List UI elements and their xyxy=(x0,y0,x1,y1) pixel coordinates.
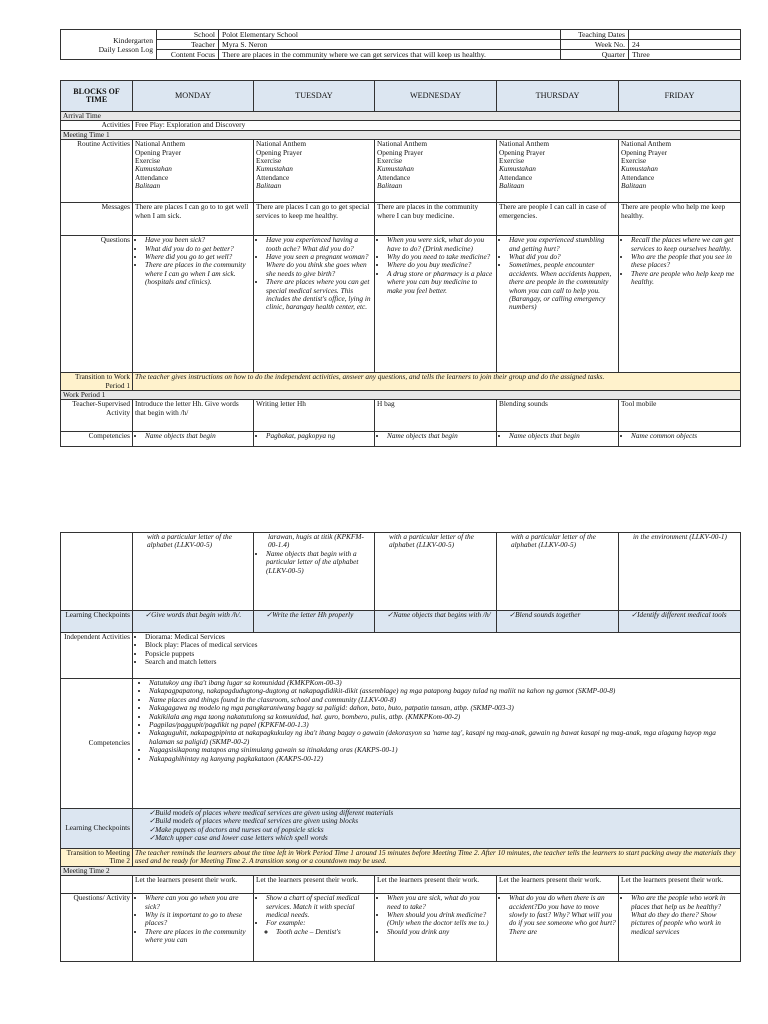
present-work-row xyxy=(61,876,741,894)
competency-item: • Nagagsisikapong matapos ang sinimulang gawain sa itinakdang oras (KAKPS-00-1) xyxy=(149,746,738,754)
routine-item: Kumustahan xyxy=(499,164,536,174)
question-item: • There are places in the community where I can go when I am sick. (hospitals and clinics). xyxy=(145,261,251,286)
competency-item: • Name objects that begin xyxy=(509,432,616,440)
question-item: • Why do you need to take medicine? xyxy=(387,253,494,261)
routine-item: Exercise xyxy=(377,156,403,166)
competency-item: • Nakapaghihintay ng kanyang pagkakataon (KAKPS-00-12) xyxy=(149,755,738,763)
competency-item: • Name common objects xyxy=(631,432,738,440)
question-item: • Have you been sick? xyxy=(145,236,251,244)
day-tuesday: TUESDAY xyxy=(254,81,375,112)
routine-item: National Anthem xyxy=(621,139,672,149)
learning-checkpoints-row xyxy=(61,611,741,633)
competency-cont-tue-a: larawan, hugis at titik (KPKFM-00-1.4) xyxy=(268,532,364,550)
teaching-dates-value xyxy=(629,30,741,40)
day-header-row xyxy=(61,81,741,112)
day-wednesday: WEDNESDAY xyxy=(375,81,497,112)
day-monday: MONDAY xyxy=(133,81,254,112)
question-item: • There are people who help keep me healthy. xyxy=(631,270,738,287)
question-item: • Sometimes, people encounter accidents. When accidents happen, there are people in the community whom you can call to help you. (Barangay, or calling emergency numbers) xyxy=(509,261,616,311)
checkpoint-item: ✓ Match upper case and lower case letters which spell words xyxy=(149,834,738,842)
log-title-line1: Kindergarten xyxy=(113,35,153,45)
checkpoint-item: ✓ Give words that begin with /h/. xyxy=(145,611,251,619)
activities-value: Free Play: Exploration and Discovery xyxy=(133,121,741,130)
competency-cont-thu: with a particular letter of the alphabet (LLKV-00-5) xyxy=(497,533,619,611)
checkpoint-item: ✓ Name objects that begins with /h/ xyxy=(387,611,494,619)
present-work-label xyxy=(61,876,133,894)
transition-2-text: The teacher reminds the learners about the time left in Work Period Time 1 around 15 minutes before Meeting Time 2. After 10 minutes, the teacher tells the learners to start packing away the materials they used and be ready for Meeting Time 2. A transition song or a countdown may be used. xyxy=(133,849,741,867)
competency-item: • Nakikilala ang mga taong nakatutulong sa komunidad, hal. guro, bombero, pulis, atbp. (KMKPKom-00-2) xyxy=(149,713,738,721)
competency-item: • Natutukoy ang iba't ibang lugar sa komunidad (KMKPKom-00-3) xyxy=(149,679,738,687)
question-item: • Where do you buy medicine? xyxy=(387,261,494,269)
routine-cell-fri xyxy=(619,140,741,203)
routine-item: Kumustahan xyxy=(621,164,658,174)
independent-activity-item: • Popsicle puppets xyxy=(145,650,738,658)
week-value: 24 xyxy=(629,40,741,50)
transition-1-row xyxy=(61,373,741,391)
routine-item: Exercise xyxy=(256,156,282,166)
competency-mon xyxy=(133,432,254,447)
routine-item: Balitaan xyxy=(377,181,403,191)
routine-item: Balitaan xyxy=(499,181,525,191)
question-item: • Who are the people that you see in these places? xyxy=(631,253,738,270)
questions-tue xyxy=(254,236,375,373)
qa-item: • Why is it important to go to these places? xyxy=(145,911,251,928)
messages-label: Messages xyxy=(61,203,133,236)
competencies-2-list xyxy=(133,679,741,809)
questions-thu xyxy=(497,236,619,373)
routine-item: Attendance xyxy=(499,172,533,182)
log-title xyxy=(61,30,157,60)
meeting-time-2-row: Meeting Time 2 xyxy=(61,866,741,875)
routine-row xyxy=(61,140,741,203)
header-table xyxy=(60,29,741,60)
question-item: • Have you seen a pregnant woman? Where do you think she goes when she needs to give birth? xyxy=(266,253,372,278)
message-thu: There are people I can call in case of emergencies. xyxy=(497,203,619,236)
questions-label: Questions xyxy=(61,236,133,373)
routine-item: Attendance xyxy=(377,172,411,182)
competency-item: • Pagbakat, pagkopya ng xyxy=(266,432,372,440)
competency-item: • Name objects that begin xyxy=(387,432,494,440)
blocks-label-1: BLOCKS OF xyxy=(73,87,120,96)
competency-fri xyxy=(619,432,741,447)
content-focus-value: There are places in the community where we can get services that will keep us healthy. xyxy=(219,50,561,60)
qa-item: • When you are sick, what do you need to take? xyxy=(387,894,494,911)
routine-item: Exercise xyxy=(499,156,525,166)
competency-item: • Nakaguguhit, nakapagpipinta at nakapagkukulay ng iba't ibang bagay o gawain (dekorasyon sa 'name tag', kasapi ng mag-anak, gawain ng bawat kasapi ng mag-anak, mga alagang hayop mga halaman sa paligid) (SKMP-00-2) xyxy=(149,729,738,746)
qa-item: • When should you drink medicine? (Only when the doctor tells me to.) xyxy=(387,911,494,928)
message-mon: There are places I can go to to get well when I am sick. xyxy=(133,203,254,236)
routine-label: Routine Activities xyxy=(61,140,133,203)
competency-cont-mon: with a particular letter of the alphabet (LLKV-00-5) xyxy=(133,533,254,611)
competency-item: • Name places and things found in the classroom, school and community (LLKV-00-8) xyxy=(149,696,738,704)
routine-cell-tue xyxy=(254,140,375,203)
day-thursday: THURSDAY xyxy=(497,81,619,112)
checkpoint-item: ✓ Build models of places where medical services are given using blocks xyxy=(149,817,738,825)
message-wed: There are places in the community where I can buy medicine. xyxy=(375,203,497,236)
checkpoint-tue xyxy=(254,611,375,633)
questions-mon xyxy=(133,236,254,373)
routine-item: Opening Prayer xyxy=(377,147,423,157)
independent-activities-list xyxy=(133,633,741,679)
independent-activities-row xyxy=(61,633,741,679)
learning-checkpoints-label: Learning Checkpoints xyxy=(61,611,133,633)
meeting-time-1-row: Meeting Time 1 xyxy=(61,130,741,139)
header-section xyxy=(60,29,740,60)
checkpoint-item: ✓ Write the letter Hh properly xyxy=(266,611,372,619)
transition-1-text: The teacher gives instructions on how to do the independent activities, answer any questions, and tells the learners to join their group and do the assigned tasks. xyxy=(133,373,741,391)
teacher-supervised-row xyxy=(61,400,741,432)
present-work-thu: Let the learners present their work. xyxy=(497,876,619,894)
competency-cont-wed: with a particular letter of the alphabet (LLKV-00-5) xyxy=(375,533,497,611)
lesson-table-page1 xyxy=(60,80,740,447)
qa-subitem: ◦ Tooth ache – Dentist's xyxy=(276,928,372,936)
activities-label: Activities xyxy=(61,121,133,130)
qa-tue xyxy=(254,894,375,962)
checkpoint-thu xyxy=(497,611,619,633)
routine-item: Exercise xyxy=(621,156,647,166)
teaching-dates-label: Teaching Dates xyxy=(561,30,629,40)
competency-item: • Name objects that begin xyxy=(145,432,251,440)
competency-item: • Nakagagawa ng modelo ng mga pangkaraniwang bagay sa paligid: dahon, bato, buto, patpatin tansan, atbp. (SKMP-003-3) xyxy=(149,704,738,712)
qa-item: • There are places in the community where you can xyxy=(145,928,251,945)
competencies-label: Competencies xyxy=(61,432,133,447)
message-tue: There are places I can go to get special services to keep me healthy. xyxy=(254,203,375,236)
competency-item: • Pagpilas/paggupit/pagdikit ng papel (KPKFM-00-1.3) xyxy=(149,721,738,729)
present-work-tue: Let the learners present their work. xyxy=(254,876,375,894)
qa-item: • What do you do when there is an accident?Do you have to move slowly to fast? Why? What will you do if you see someone who got hurt? There are xyxy=(509,894,616,936)
routine-cell-wed xyxy=(375,140,497,203)
checkpoint-item: ✓ Build models of places where medical services are given using different materials xyxy=(149,809,738,817)
independent-activity-item: • Diorama: Medical Services xyxy=(145,633,738,641)
competencies-2-row xyxy=(61,679,741,809)
qa-item: • Should you drink any xyxy=(387,928,494,936)
competencies-2-label: Competencies xyxy=(61,679,133,809)
quarter-label: Quarter xyxy=(561,50,629,60)
qa-item: • Show a chart of special medical services. Match it with special medical needs. xyxy=(266,894,372,919)
routine-cell-thu xyxy=(497,140,619,203)
competencies-continued-label xyxy=(61,533,133,611)
routine-item: Exercise xyxy=(135,156,161,166)
qa-thu xyxy=(497,894,619,962)
independent-activity-item: • Search and match letters xyxy=(145,658,738,666)
teacher-supervised-fri: Tool mobile xyxy=(619,400,741,432)
qa-item: • Who are the people who work in places that help us be healthy? What do they do there? Show pictures of people who work in medical services xyxy=(631,894,738,936)
teacher-label: Teacher xyxy=(157,40,219,50)
qa-item-text: For example: xyxy=(266,918,306,928)
question-item: • Where did you go to get well? xyxy=(145,253,251,261)
independent-activities-label: Independent Activities xyxy=(61,633,133,679)
lesson-table-page2 xyxy=(60,532,740,962)
questions-row xyxy=(61,236,741,373)
present-work-mon: Let the learners present their work. xyxy=(133,876,254,894)
checkpoint-mon xyxy=(133,611,254,633)
questions-fri xyxy=(619,236,741,373)
day-friday: FRIDAY xyxy=(619,81,741,112)
independent-activity-item: • Block play: Places of medical services xyxy=(145,641,738,649)
competency-cont-fri: in the environment (LLKV-00-1) xyxy=(619,533,741,611)
competencies-continued-row xyxy=(61,533,741,611)
week-label: Week No. xyxy=(561,40,629,50)
teacher-supervised-wed: H bag xyxy=(375,400,497,432)
routine-item: National Anthem xyxy=(377,139,428,149)
learning-checkpoints-2-row xyxy=(61,809,741,849)
routine-item: Attendance xyxy=(621,172,655,182)
checkpoint-item: ✓ Identify different medical tools xyxy=(631,611,738,619)
transition-2-label: Transition to Meeting Time 2 xyxy=(61,849,133,867)
routine-item: Opening Prayer xyxy=(621,147,667,157)
learning-checkpoints-2-label: Learning Checkpoints xyxy=(61,809,133,849)
qa-wed xyxy=(375,894,497,962)
present-work-wed: Let the learners present their work. xyxy=(375,876,497,894)
teacher-supervised-tue: Writing letter Hh xyxy=(254,400,375,432)
lesson-table xyxy=(60,80,741,447)
log-title-line2: Daily Lesson Log xyxy=(98,44,153,54)
routine-item: Kumustahan xyxy=(256,164,293,174)
checkpoint-item: ✓ Make puppets of doctors and nurses out of popsicle sticks xyxy=(149,826,738,834)
teacher-supervised-label: Teacher-Supervised Activity xyxy=(61,400,133,432)
questions-activity-row xyxy=(61,894,741,962)
qa-item xyxy=(266,919,372,936)
competency-tue xyxy=(254,432,375,447)
arrival-time-row: Arrival Time xyxy=(61,112,741,121)
routine-item: National Anthem xyxy=(256,139,307,149)
routine-item: Opening Prayer xyxy=(499,147,545,157)
school-value: Polot Elementary School xyxy=(219,30,561,40)
questions-activity-label: Questions/ Activity xyxy=(61,894,133,962)
competency-thu xyxy=(497,432,619,447)
routine-item: Opening Prayer xyxy=(256,147,302,157)
qa-mon xyxy=(133,894,254,962)
competency-cont-tue xyxy=(254,533,375,611)
question-item: • What did you do? xyxy=(509,253,616,261)
blocks-label-2: TIME xyxy=(85,95,108,104)
routine-cell-mon xyxy=(133,140,254,203)
questions-wed xyxy=(375,236,497,373)
school-label: School xyxy=(157,30,219,40)
question-item: • Recall the places where we can get services to keep ourselves healthy. xyxy=(631,236,738,253)
question-item: • What did you do to get better? xyxy=(145,245,251,253)
messages-row xyxy=(61,203,741,236)
checkpoint-wed xyxy=(375,611,497,633)
competency-wed xyxy=(375,432,497,447)
question-item: • Have you experienced stumbling and getting hurt? xyxy=(509,236,616,253)
question-item: • When you were sick, what do you have to do? (Drink medicine) xyxy=(387,236,494,253)
transition-2-row xyxy=(61,849,741,867)
routine-item: Balitaan xyxy=(621,181,647,191)
content-focus-label: Content Focus xyxy=(157,50,219,60)
routine-item: Kumustahan xyxy=(377,164,414,174)
question-item: • A drug store or pharmacy is a place where you can buy medicine to make you feel better. xyxy=(387,270,494,295)
work-period-1-row: Work Period 1 xyxy=(61,391,741,400)
transition-1-label: Transition to Work Period 1 xyxy=(61,373,133,391)
routine-item: Opening Prayer xyxy=(135,147,181,157)
competencies-row xyxy=(61,432,741,447)
competency-item: • Name objects that begin with a particular letter of the alphabet (LLKV-00-5) xyxy=(266,550,372,575)
quarter-value: Three xyxy=(629,50,741,60)
blocks-of-time-header xyxy=(61,81,133,112)
teacher-supervised-thu: Blending sounds xyxy=(497,400,619,432)
message-fri: There are people who help me keep healthy. xyxy=(619,203,741,236)
routine-item: Attendance xyxy=(135,172,169,182)
routine-item: Kumustahan xyxy=(135,164,172,174)
learning-checkpoints-2-list xyxy=(133,809,741,849)
checkpoint-fri xyxy=(619,611,741,633)
qa-item: • Where can you go when you are sick? xyxy=(145,894,251,911)
qa-fri xyxy=(619,894,741,962)
teacher-value: Myra S. Neron xyxy=(219,40,561,50)
routine-item: Attendance xyxy=(256,172,290,182)
question-item: • There are places where you can get special medical services. This includes the dentist's office, lying in clinic, barangay health center, etc. xyxy=(266,278,372,312)
lesson-table-continued xyxy=(60,532,741,962)
routine-item: National Anthem xyxy=(499,139,550,149)
routine-item: National Anthem xyxy=(135,139,186,149)
routine-item: Balitaan xyxy=(135,181,161,191)
competency-item: • Nakapagpapatong, nakapagdudugtong-dugtong at nakapagdidikit-dikit (assemblage) ng mga patapong bagay tulad ng maliit na kahon ng gamot (SKMP-00-8) xyxy=(149,687,738,695)
checkpoint-item: ✓ Blend sounds together xyxy=(509,611,616,619)
teacher-supervised-mon: Introduce the letter Hh. Give words that begin with /h/ xyxy=(133,400,254,432)
question-item: • Have you experienced having a tooth ache? What did you do? xyxy=(266,236,372,253)
routine-item: Balitaan xyxy=(256,181,282,191)
present-work-fri: Let the learners present their work. xyxy=(619,876,741,894)
